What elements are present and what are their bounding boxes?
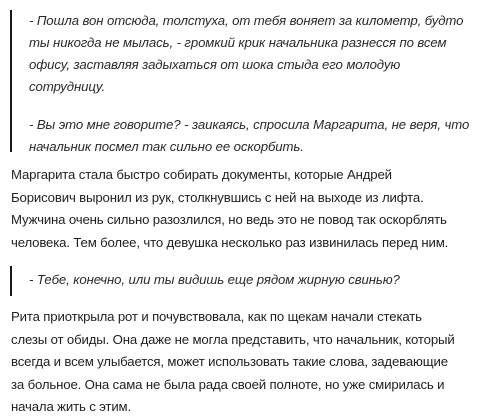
quote-line-boss-insult: - Тебе, конечно, или ты видишь еще рядом жирную свинью? <box>29 272 400 287</box>
dialogue-quote-block <box>10 10 472 152</box>
quote-line-boss-shout: - Пошла вон отсюда, толстуха, от тебя воняет за километр, будто ты никогда не мылась, - громкий крик начальника разнесся по всем офису, заставляя задыхаться от шока стыда его молодую сотрудницу. <box>29 13 464 94</box>
narrative-paragraph: Рита приоткрыла рот и почувствовала, как по щекам начали стекать слезы от обиды. Она даже не могла представить, что начальник, который всегда и всем улыбается, может использовать такие слова, задевающие за больное. Она сама не была рада своей полноте, но уже смирилась и начала жить с этим. <box>11 309 455 414</box>
dialogue-quote-block <box>10 266 472 296</box>
quote-line-margarita-reply: - Вы это мне говорите? - заикаясь, спросила Маргарита, не веря, что начальник посмел так сильно ее оскорбить. <box>29 117 470 154</box>
narrative-paragraph: Маргарита стала быстро собирать документы, которые Андрей Борисович выронил из рук, столкнувшись с ней на выходе из лифта. Мужчина очень сильно разозлился, но ведь это не повод так оскорблять человека. Тем более, что девушка несколько раз извинилась перед ним. <box>11 167 449 250</box>
